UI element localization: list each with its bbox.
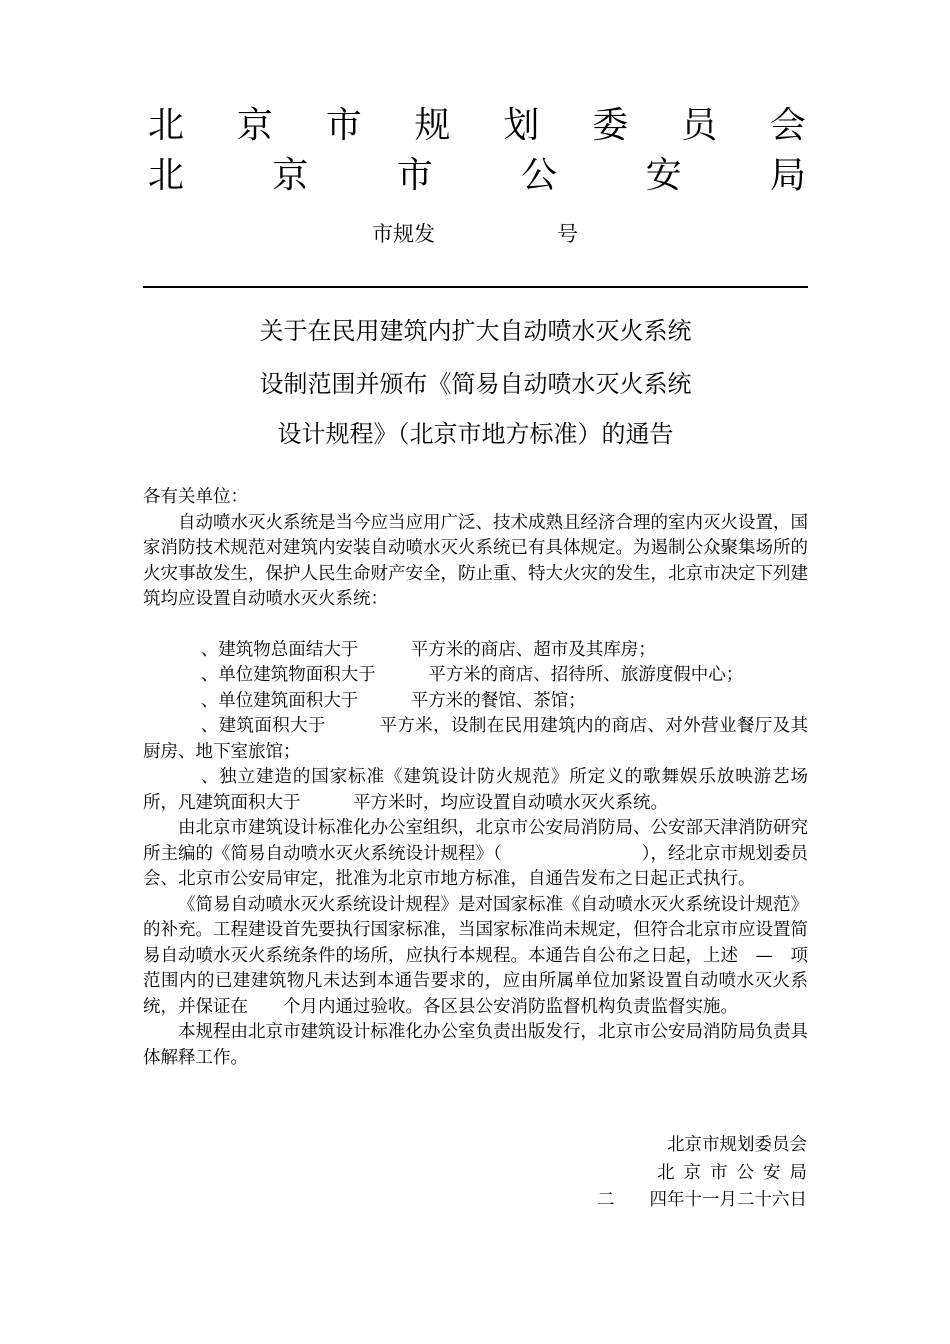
signature-date: 二 四年十一月二十六日	[597, 1190, 807, 1210]
header-divider	[143, 286, 808, 288]
notice-body	[143, 485, 808, 1071]
list-item: 、建筑面积大于 平方米，设制在民用建筑内的商店、对外营业餐厅及其厨房、地下室旅馆；	[143, 716, 808, 762]
paragraph-publication: 本规程由北京市建筑设计标准化办公室负责出版发行，北京市公安局消防局负责具体解释工作。	[143, 1022, 808, 1068]
issuer-line-public-security-bureau	[148, 154, 806, 198]
salutation: 各有关单位：	[143, 487, 248, 507]
list-item: 、独立建造的国家标准《建筑设计防火规范》所定义的歌舞娱乐放映游艺场所，凡建筑面积大于 平方米时，均应设置自动喷水灭火系统。	[143, 767, 808, 813]
notice-title-line-2: 设制范围并颁布《简易自动喷水灭火系统	[259, 370, 692, 398]
issuer-char: 京	[272, 155, 309, 196]
list-item: 、单位建筑物面积大于 平方米的商店、招待所、旅游度假中心；	[200, 665, 744, 685]
issuer-char: 规	[414, 105, 451, 146]
issuer-char: 京	[236, 105, 273, 146]
issuer-char: 市	[325, 105, 362, 146]
issuer-char: 北	[148, 155, 185, 196]
spacer	[143, 613, 808, 638]
paragraph-scope: 《简易自动喷水灭火系统设计规程》是对国家标准《自动喷水灭火系统设计规范》的补充。工程建设首先要执行国家标准，当国家标准尚未规定，但符合北京市应设置简易自动喷水灭火系统条件的场所，应执行本规程。本通告自公布之日起，上述 — 项范围内的已建建筑物凡未达到本通告要求的，应由所属单位加紧设置自动喷水灭火系统，并保证在 个月内通过验收。各区县公安消防监督机构负责监督实施。	[143, 894, 808, 1017]
document-number-prefix: 市规发	[372, 222, 435, 246]
issuer-char: 公	[521, 155, 558, 196]
paragraph-standard-approval: 由北京市建筑设计标准化办公室组织，北京市公安局消防局、公安部天津消防研究所主编的《简易自动喷水灭火系统设计规程》（ ），经北京市规划委员会、北京市公安局审定，批准为北京市地方标准，自通告发布之日起正式执行。	[143, 818, 808, 889]
document-number	[372, 220, 578, 248]
issuer-char: 委	[592, 105, 629, 146]
issuer-char: 员	[681, 105, 718, 146]
issuer-char: 市	[396, 155, 433, 196]
issuer-char: 北	[148, 105, 185, 146]
notice-title-line-1: 关于在民用建筑内扩大自动喷水灭火系统	[259, 317, 692, 345]
signature-public-security-bureau: 北京市公安局	[657, 1163, 816, 1183]
issuer-char: 局	[769, 155, 806, 196]
signature-planning-commission: 北京市规划委员会	[667, 1135, 807, 1155]
list-item: 、单位建筑面积大于 平方米的餐馆、茶馆；	[200, 690, 586, 711]
paragraph-intro: 自动喷水灭火系统是当今应当应用广泛、技术成熟且经济合理的室内灭火设置，国家消防技术规范对建筑内安装自动喷水灭火系统已有具体规定。为遏制公众聚集场所的火灾事故发生，保护人民生命财产安全，防止重、特大火灾的发生，北京市决定下列建筑均应设置自动喷水灭火系统：	[143, 512, 808, 609]
issuer-char: 会	[769, 105, 806, 146]
issuer-char: 安	[645, 155, 682, 196]
issuer-char: 划	[503, 105, 540, 146]
notice-title-line-3: 设计规程》（北京市地方标准）的通告	[277, 420, 674, 448]
issuer-line-planning-commission	[148, 104, 806, 148]
list-item: 、建筑物总面结大于 平方米的商店、超市及其库房；	[200, 639, 656, 660]
document-number-suffix: 号	[557, 222, 578, 246]
